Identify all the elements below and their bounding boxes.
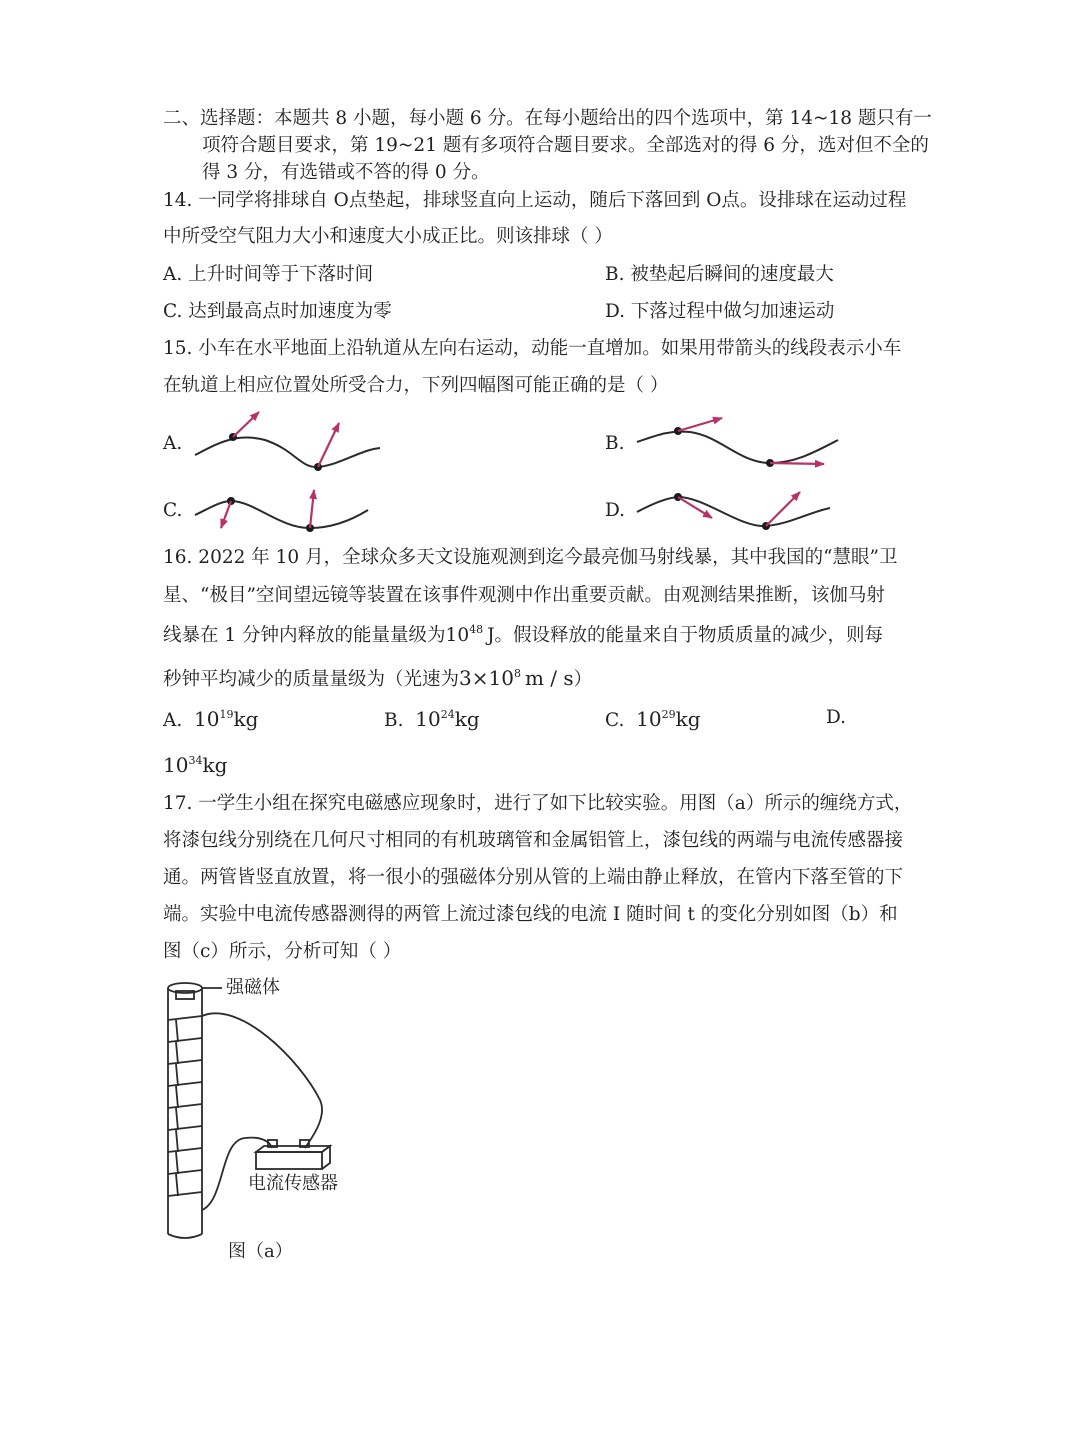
coil-windings-back [176, 1020, 178, 1196]
q15-stem-line2: 在轨道上相应位置处所受合力，下列四幅图可能正确的是（ ） [163, 375, 669, 396]
section-header-line1: 二、选择题：本题共 8 小题，每小题 6 分。在每小题给出的四个选项中，第 14~18 题只有一 [163, 108, 932, 129]
energy-base: 10 [445, 625, 470, 646]
light-speed-unit: m / s [524, 666, 574, 690]
q16-stem-line1: 16. 2022 年 10 月，全球众多天文设施观测到迄今最亮伽马射线暴，其中我国的“慧眼”卫 [163, 547, 898, 568]
sensor-side-face [322, 1146, 330, 1169]
coil-windings-front [168, 1016, 202, 1196]
option-unit: kg [233, 707, 259, 731]
light-speed-coefficient: 3×10 [459, 666, 514, 690]
q14-option-a: A. 上升时间等于下落时间 [163, 264, 374, 285]
q14-option-c: C. 达到最高点时加速度为零 [163, 301, 392, 322]
q14-option-b: B. 被垫起后瞬间的速度最大 [605, 264, 834, 285]
energy-exponent: 48 [469, 623, 484, 636]
sensor-front-face [256, 1152, 322, 1169]
option-unit: kg [454, 707, 480, 731]
option-exponent: 24 [440, 708, 455, 721]
wire-top [202, 1013, 322, 1148]
q17-stem-line1: 17. 一学生小组在探究电磁感应现象时，进行了如下比较实验。用图（a）所示的缠绕方式， [163, 793, 913, 814]
option-base: 10 [163, 753, 189, 777]
q16-option-d-label: D. [826, 707, 847, 728]
option-base: 10 [636, 707, 662, 731]
q16-line3-text-b: 。假设释放的能量来自于物质质量的减少，则每 [494, 625, 884, 646]
light-speed-exponent: 8 [513, 667, 521, 680]
option-exponent: 29 [661, 708, 676, 721]
section-header-line2: 项符合题目要求，第 19~21 题有多项符合题目要求。全部选对的得 6 分，选对但不全的 [202, 135, 929, 156]
option-unit: kg [675, 707, 701, 731]
q15-option-c-label: C. [163, 500, 183, 521]
option-label: C. [605, 710, 625, 731]
option-base: 10 [415, 707, 441, 731]
option-unit: kg [202, 753, 228, 777]
energy-unit: J [487, 625, 495, 646]
option-label: B. [384, 710, 404, 731]
q16-line4-text-b: ） [573, 669, 593, 690]
option-exponent: 19 [219, 708, 234, 721]
section-header-line3: 得 3 分，有选错或不答的得 0 分。 [202, 162, 490, 183]
label-current-sensor: 电流传感器 [248, 1173, 338, 1194]
q15-option-a-label: A. [163, 433, 183, 454]
q16-line4-text-a: 秒钟平均减少的质量量级为（光速为 [163, 669, 460, 690]
tube-bottom [168, 1234, 202, 1238]
option-label: A. [163, 710, 183, 731]
label-magnet: 强磁体 [226, 977, 280, 998]
option-exponent: 34 [188, 754, 203, 767]
q16-line3-text-a: 线暴在 1 分钟内释放的能量量级为 [163, 625, 446, 646]
figure-a-caption: 图（a） [228, 1241, 293, 1262]
q14-stem-line2: 中所受空气阻力大小和速度大小成正比。则该排球（ ） [163, 226, 613, 247]
q15-stem-line1: 15. 小车在水平地面上沿轨道从左向右运动，动能一直增加。如果用带箭头的线段表示小车 [163, 338, 902, 359]
q14-option-d: D. 下落过程中做匀加速运动 [605, 301, 835, 322]
q17-stem-line3: 通。两管皆竖直放置，将一很小的强磁体分别从管的上端由静止释放，在管内下落至管的下 [163, 867, 904, 888]
q16-stem-line2: 星、“极目”空间望远镜等装置在该事件观测中作出重要贡献。由观测结果推断，该伽马射 [163, 585, 885, 606]
q17-stem-line4: 端。实验中电流传感器测得的两管上流过漆包线的电流 I 随时间 t 的变化分别如图（b）和 [163, 904, 898, 925]
option-base: 10 [194, 707, 220, 731]
q17-stem-line2: 将漆包线分别绕在几何尺寸相同的有机玻璃管和金属铝管上，漆包线的两端与电流传感器接 [163, 830, 904, 851]
q15-option-b-label: B. [605, 433, 625, 454]
q14-stem-line1: 14. 一同学将排球自 O点垫起，排球竖直向上运动，随后下落回到 O点。设排球在运动过程 [163, 190, 907, 211]
q15-option-d-label: D. [605, 500, 626, 521]
q17-stem-line5: 图（c）所示，分析可知（ ） [163, 941, 402, 962]
